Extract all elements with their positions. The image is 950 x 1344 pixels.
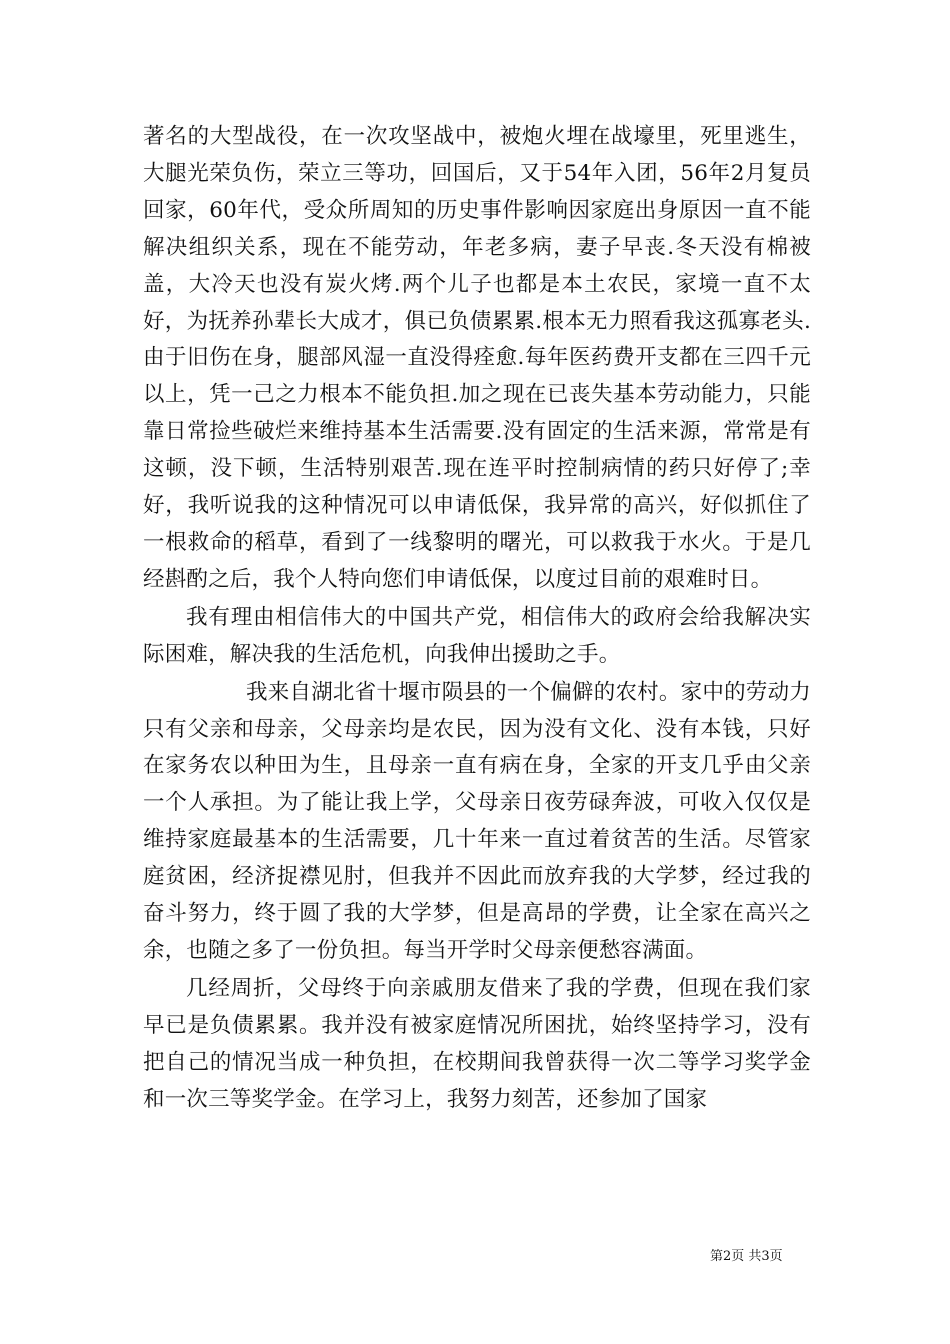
paragraph-1: 著名的大型战役，在一次攻坚战中，被炮火埋在战壕里，死里逃生，大腿光荣负伤，荣立三等功，回国后，又于54年入团，56年2月复员回家，60年代，受众所周知的历史事件影响因家庭出身原因一直不能解决组织关系，现在不能劳动，年老多病，妻子早丧.冬天没有棉被盖，大冷天也没有炭火烤.两个儿子也都是本土农民，家境一直不太好，为抚养孙辈长大成才，俱已负债累累.根本无力照看我这孤寡老头.由于旧伤在身，腿部风湿一直没得痊愈.每年医药费开支都在三四千元以上，凭一己之力根本不能负担.加之现在已丧失基本劳动能力，只能靠日常捡些破烂来维持基本生活需要.没有固定的生活来源，常常是有这顿，没下顿，生活特别艰苦.现在连平时控制病情的药只好停了;幸好，我听说我的这种情况可以申请低保，我异常的高兴，好似抓住了一根救命的稻草，看到了一线黎明的曙光，可以救我于水火。于是几经斟酌之后，我个人特向您们申请低保，以度过目前的艰难时日。 xyxy=(143,124,811,592)
paragraph-2: 我有理由相信伟大的中国共产党，相信伟大的政府会给我解决实际困难，解决我的生活危机，向我伸出援助之手。 xyxy=(143,604,811,667)
paragraph-3: 我来自湖北省十堰市陨县的一个偏僻的农村。家中的劳动力只有父亲和母亲，父母亲均是农民，因为没有文化、没有本钱，只好在家务农以种田为生，且母亲一直有病在身，全家的开支几乎由父亲一个人承担。为了能让我上学，父母亲日夜劳碌奔波，可收入仅仅是维持家庭最基本的生活需要，几十年来一直过着贫苦的生活。尽管家庭贫困，经济捉襟见肘，但我并不因此而放弃我的大学梦，经过我的奋斗努力，终于圆了我的大学梦，但是高昂的学费，让全家在高兴之余，也随之多了一份负担。每当开学时父母亲便愁容满面。 xyxy=(143,679,811,963)
document-body xyxy=(143,119,811,1118)
page-number-footer: 第2页 共3页 xyxy=(710,1249,783,1264)
paragraph-4: 几经周折，父母终于向亲戚朋友借来了我的学费，但现在我们家早已是负债累累。我并没有被家庭情况所困扰，始终坚持学习，没有把自己的情况当成一种负担，在校期间我曾获得一次二等学习奖学金和一次三等奖学金。在学习上，我努力刻苦，还参加了国家 xyxy=(143,975,811,1112)
